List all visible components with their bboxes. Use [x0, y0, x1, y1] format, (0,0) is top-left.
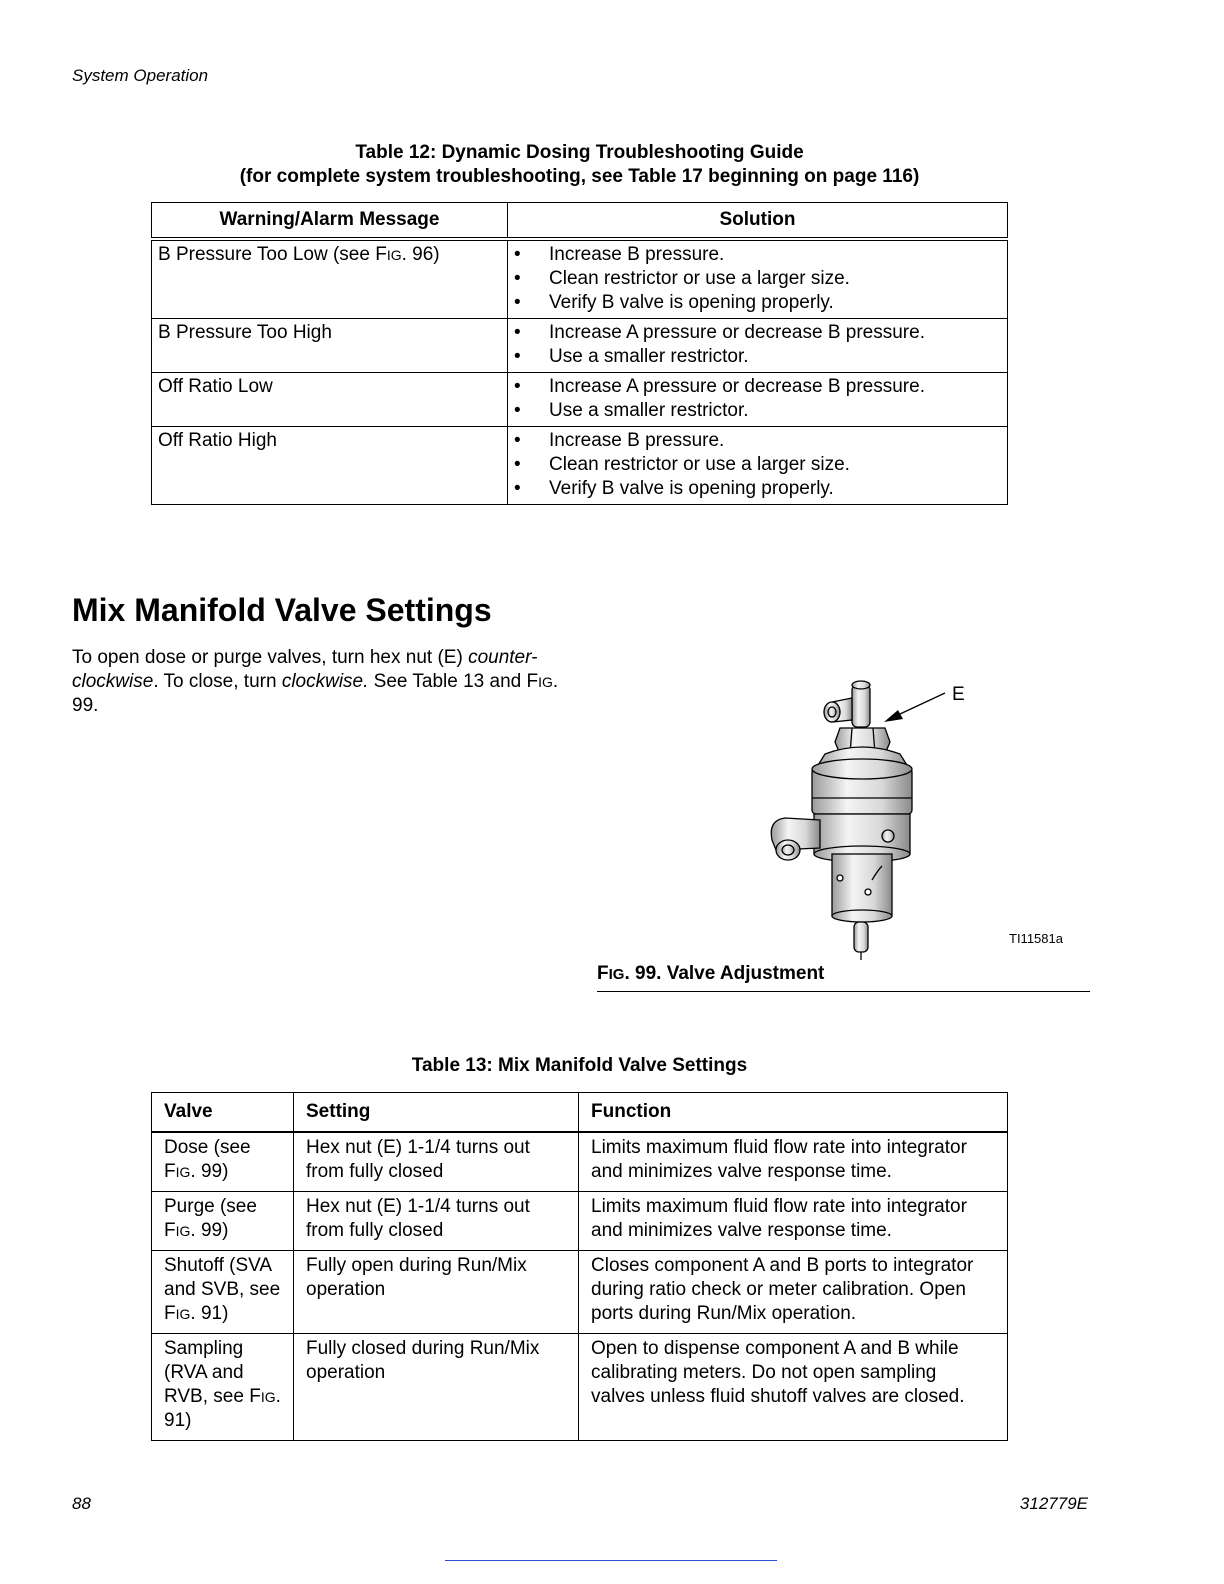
function-cell: Limits maximum fluid flow rate into integrator and minimizes valve response time.: [579, 1192, 1008, 1251]
solution-cell: [508, 373, 1008, 427]
label-e: E: [952, 684, 965, 705]
warning-message: Off Ratio High: [152, 427, 508, 505]
setting-cell: Fully closed during Run/Mix operation: [294, 1334, 579, 1441]
table-row: [152, 373, 1008, 427]
solution-item: • Use a smaller restrictor.: [514, 345, 1001, 369]
column-header-solution: Solution: [508, 203, 1008, 240]
section-heading: Mix Manifold Valve Settings: [72, 592, 492, 628]
table-row: [152, 1192, 1008, 1251]
solution-item: • Increase A pressure or decrease B pressure.: [514, 321, 1001, 345]
setting-cell: Hex nut (E) 1-1/4 turns out from fully closed: [294, 1132, 579, 1192]
solution-item: • Increase B pressure.: [514, 243, 1001, 267]
table-header-row: [152, 203, 1008, 240]
warning-message: B Pressure Too High: [152, 319, 508, 373]
top-fitting: [852, 685, 870, 727]
function-cell: Limits maximum fluid flow rate into integrator and minimizes valve response time.: [579, 1132, 1008, 1192]
page-number: 88: [72, 1494, 91, 1513]
setting-cell: Hex nut (E) 1-1/4 turns out from fully closed: [294, 1192, 579, 1251]
table12-subtitle: (for complete system troubleshooting, see Table 17 beginning on page 116): [239, 166, 920, 187]
figure-caption: FIG. 99. Valve Adjustment: [597, 963, 1090, 992]
setting-cell: Fully open during Run/Mix operation: [294, 1251, 579, 1334]
table12-title-line: Table 12: Dynamic Dosing Troubleshooting Guide: [355, 142, 804, 163]
solution-item: • Verify B valve is opening properly.: [514, 291, 1001, 315]
warning-message: Off Ratio Low: [152, 373, 508, 427]
solution-item: • Increase B pressure.: [514, 429, 1001, 453]
column-header-valve: Valve: [152, 1093, 294, 1133]
valve-cell: Shutoff (SVA and SVB, see FIG. 91): [152, 1251, 294, 1334]
table12-title: [151, 141, 1008, 189]
table-row: [152, 1132, 1008, 1192]
solution-item: • Verify B valve is opening properly.: [514, 477, 1001, 501]
arrowhead-icon: [884, 710, 903, 722]
column-header-function: Function: [579, 1093, 1008, 1133]
document-id: 312779E: [1019, 1494, 1088, 1513]
solution-cell: [508, 319, 1008, 373]
table-row: [152, 1251, 1008, 1334]
table-header-row: [152, 1093, 1008, 1133]
figure-ref-id: TI11581a: [1009, 931, 1063, 946]
bottom-rule: [445, 1559, 777, 1561]
solution-item: • Increase A pressure or decrease B pressure.: [514, 375, 1001, 399]
valve-illustration: [740, 670, 1080, 970]
valve-settings-table: [151, 1092, 1008, 1441]
troubleshooting-table: [151, 202, 1008, 505]
solution-item: • Use a smaller restrictor.: [514, 399, 1001, 423]
solution-item: • Clean restrictor or use a larger size.: [514, 267, 1001, 291]
table13-title: Table 13: Mix Manifold Valve Settings: [411, 1055, 748, 1076]
valve-drawing: [771, 681, 912, 960]
table-row: [152, 239, 1008, 319]
valve-cell: Dose (see FIG. 99): [152, 1132, 294, 1192]
function-cell: Open to dispense component A and B while calibrating meters. Do not open sampling valves unless fluid shutoff valves are closed.: [579, 1334, 1008, 1441]
valve-cell: Purge (see FIG. 99): [152, 1192, 294, 1251]
table-row: [152, 1334, 1008, 1441]
running-header: System Operation: [72, 66, 209, 85]
solution-cell: [508, 239, 1008, 319]
solution-item: • Clean restrictor or use a larger size.: [514, 453, 1001, 477]
table-row: [152, 427, 1008, 505]
leader-line: [900, 693, 945, 714]
function-cell: Closes component A and B ports to integrator during ratio check or meter calibration. Open ports during Run/Mix operation.: [579, 1251, 1008, 1334]
valve-cell: Sampling (RVA and RVB, see FIG. 91): [152, 1334, 294, 1441]
table-row: [152, 319, 1008, 373]
column-header-setting: Setting: [294, 1093, 579, 1133]
intro-paragraph: To open dose or purge valves, turn hex nut (E) counter-clockwise. To close, turn clockwise. See Table 13 and FIG. 99.: [72, 647, 559, 716]
warning-message: B Pressure Too Low (see FIG. 96): [152, 239, 508, 319]
solution-cell: [508, 427, 1008, 505]
column-header-message: Warning/Alarm Message: [152, 203, 508, 240]
